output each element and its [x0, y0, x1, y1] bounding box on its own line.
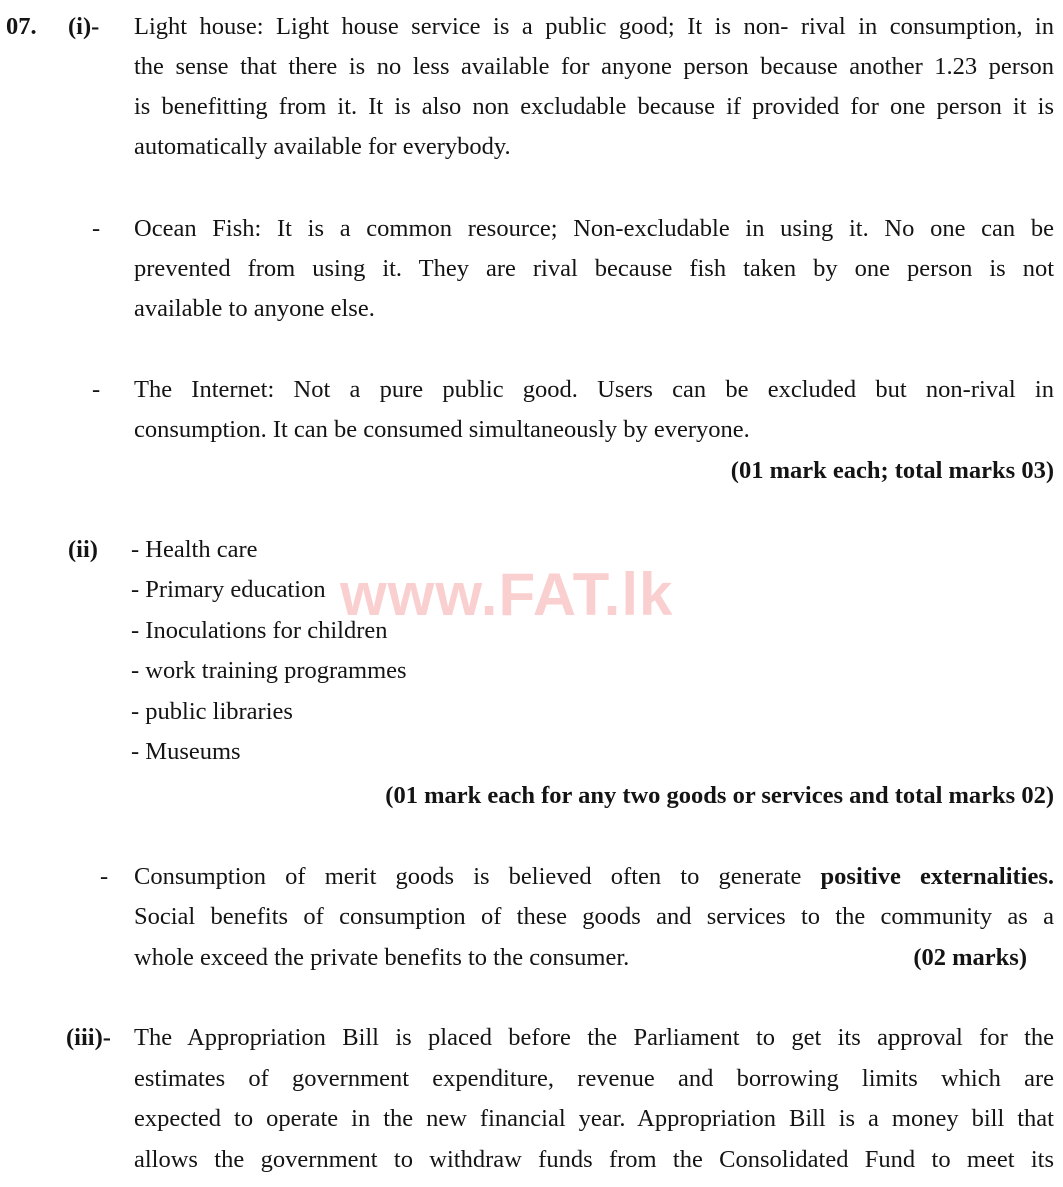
merit-marks: (02 marks) [913, 944, 1027, 971]
text-line [134, 862, 1054, 892]
list-item: - Health care [131, 536, 258, 563]
text-line: The Internet: Not a pure public good. Users can be excluded but non-rival in [134, 376, 1054, 403]
bullet-dash: - [100, 863, 109, 890]
bullet-dash: - [92, 215, 101, 242]
text-line: Light house: Light house service is a public good; It is non- rival in consumption, in [134, 13, 1054, 40]
part-ii-label: (ii) [68, 536, 98, 563]
text-line: prevented from using it. They are rival because fish taken by one person is not [134, 255, 1054, 282]
text-line: The Appropriation Bill is placed before the Parliament to get its approval for the [134, 1024, 1054, 1051]
bullet-dash: - [92, 376, 101, 403]
text-line: the sense that there is no less available for anyone person because another 1.23 person [134, 53, 1054, 80]
part-i-marks: (01 mark each; total marks 03) [730, 457, 1054, 484]
list-item: - Inoculations for children [131, 617, 388, 644]
text-line: expected to operate in the new financial year. Appropriation Bill is a money bill that [134, 1105, 1054, 1132]
part-ii-marks: (01 mark each for any two goods or services and total marks 02) [385, 782, 1054, 809]
text-line: automatically available for everybody. [134, 133, 511, 160]
list-item: - Primary education [131, 576, 326, 603]
text-line: allows the government to withdraw funds from the Consolidated Fund to meet its [134, 1146, 1054, 1173]
part-iii-label: (iii)- [66, 1024, 111, 1051]
text-line: is benefitting from it. It is also non excludable because if provided for one person it is [134, 93, 1054, 120]
list-item: - public libraries [131, 698, 293, 725]
merit-bold-text: positive externalities. [820, 863, 1055, 890]
list-item: - work training programmes [131, 657, 407, 684]
list-item: - Museums [131, 738, 241, 765]
question-number: 07. [6, 13, 37, 40]
merit-text: Consumption of merit goods is believed often to generate [134, 863, 821, 890]
text-line: consumption. It can be consumed simultaneously by everyone. [134, 416, 750, 443]
text-line: available to anyone else. [134, 295, 375, 322]
text-line: Social benefits of consumption of these goods and services to the community as a [134, 903, 1054, 930]
watermark: www.FAT.lk [340, 561, 674, 628]
part-i-label: (i)- [68, 13, 100, 40]
text-line: Ocean Fish: It is a common resource; Non-excludable in using it. No one can be [134, 215, 1054, 242]
text-line: estimates of government expenditure, revenue and borrowing limits which are [134, 1065, 1054, 1092]
text-line: whole exceed the private benefits to the consumer. [134, 944, 630, 971]
